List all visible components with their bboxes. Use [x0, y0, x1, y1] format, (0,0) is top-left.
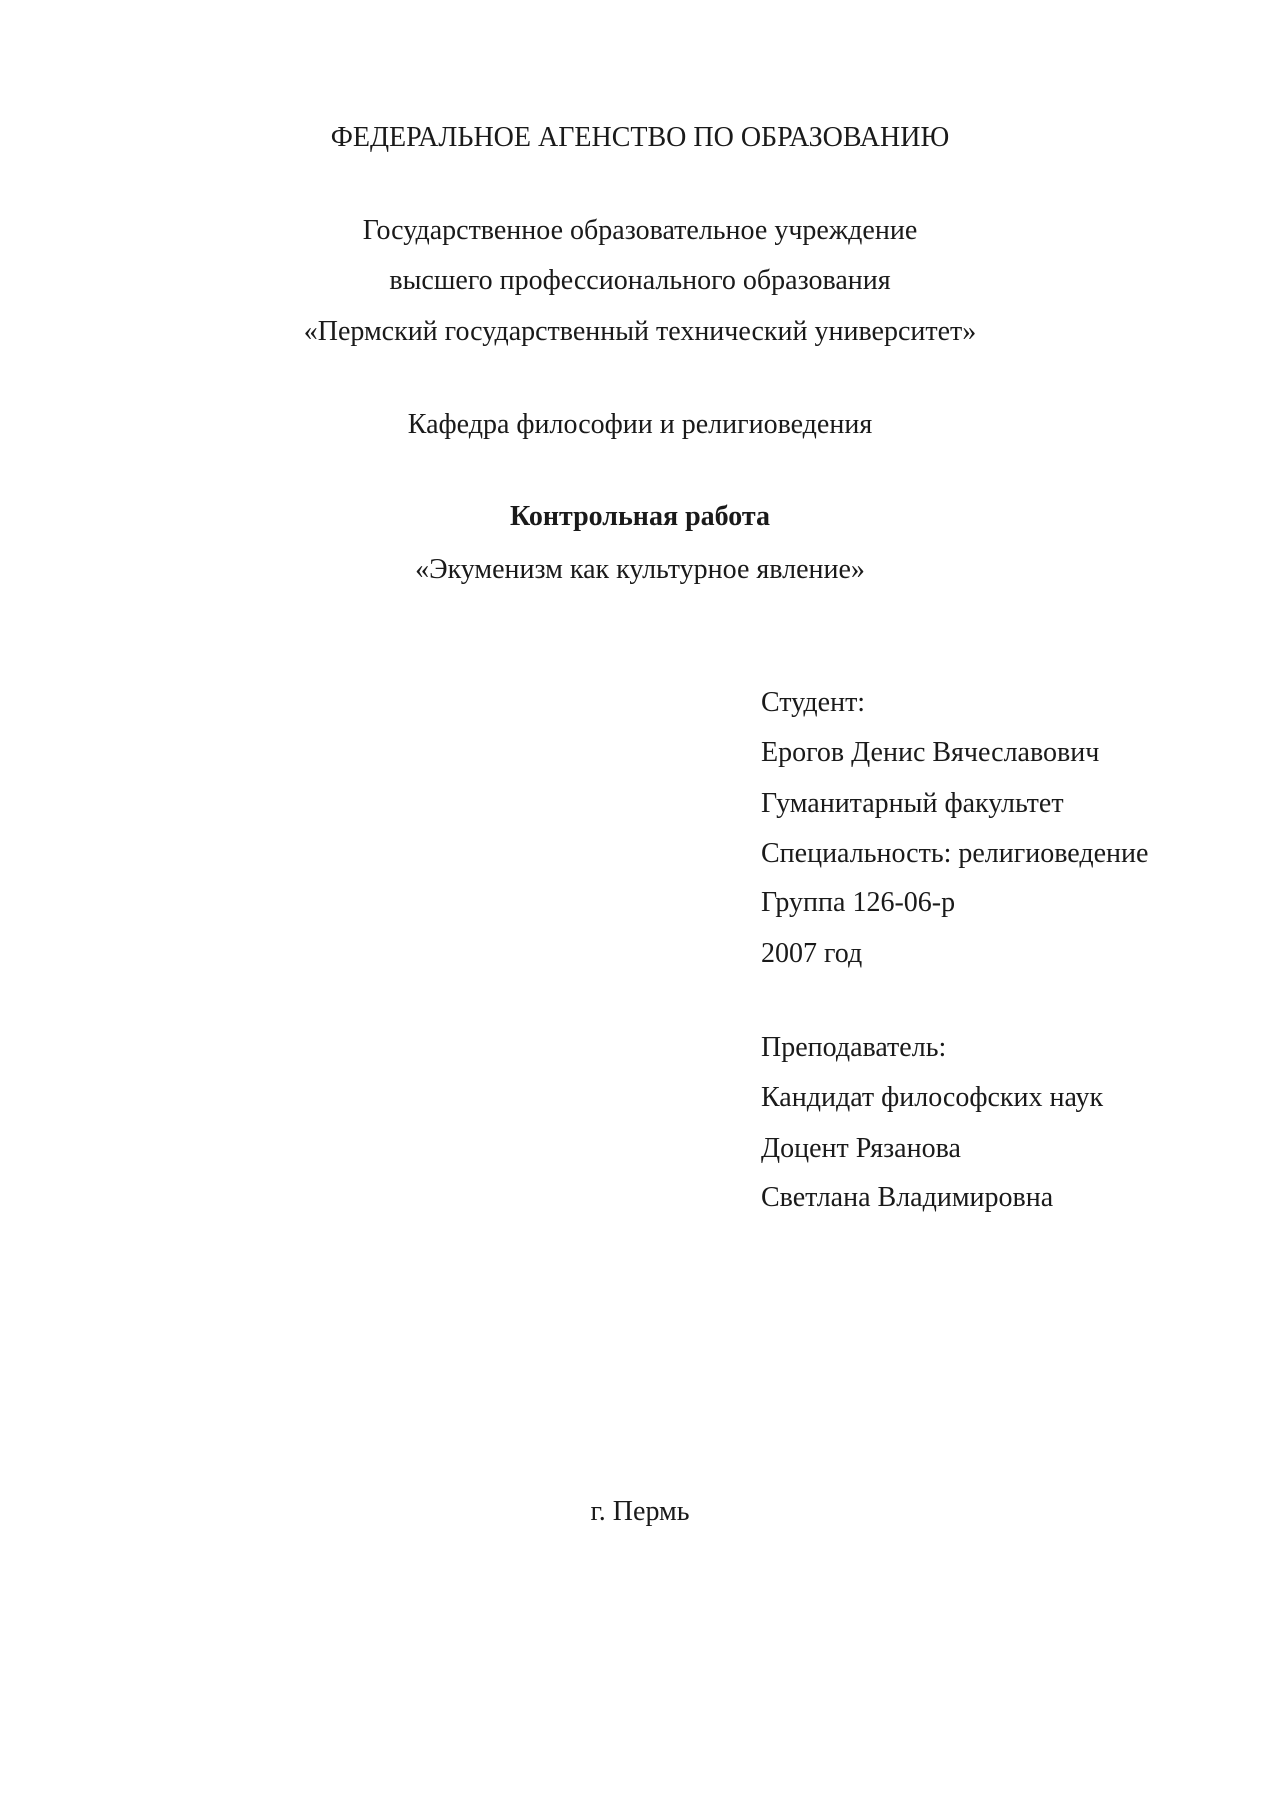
institution-line-2: высшего профессионального образования	[389, 265, 891, 296]
student-faculty: Гуманитарный факультет	[761, 788, 1064, 819]
agency-title: ФЕДЕРАЛЬНОЕ АГЕНСТВО ПО ОБРАЗОВАНИЮ	[330, 122, 950, 153]
teacher-label: Преподаватель:	[761, 1032, 947, 1063]
work-type: Контрольная работа	[509, 501, 771, 532]
department-name: Кафедра философии и религиоведения	[407, 409, 873, 440]
teacher-degree: Кандидат философских наук	[761, 1082, 1104, 1113]
teacher-name-rest: Светлана Владимировна	[761, 1182, 1054, 1213]
student-label: Студент:	[761, 687, 866, 718]
institution-line-1: Государственное образовательное учреждение	[362, 215, 918, 246]
student-year: 2007 год	[761, 938, 863, 969]
student-specialty: Специальность: религиоведение	[761, 838, 1149, 869]
teacher-position-name: Доцент Рязанова	[761, 1133, 961, 1164]
student-name: Ерогов Денис Вячеславович	[761, 737, 1100, 768]
work-title: «Экуменизм как культурное явление»	[415, 554, 865, 585]
student-group: Группа 126-06-р	[761, 887, 956, 918]
institution-line-3: «Пермский государственный технический университет»	[303, 316, 977, 347]
city: г. Пермь	[590, 1496, 690, 1527]
